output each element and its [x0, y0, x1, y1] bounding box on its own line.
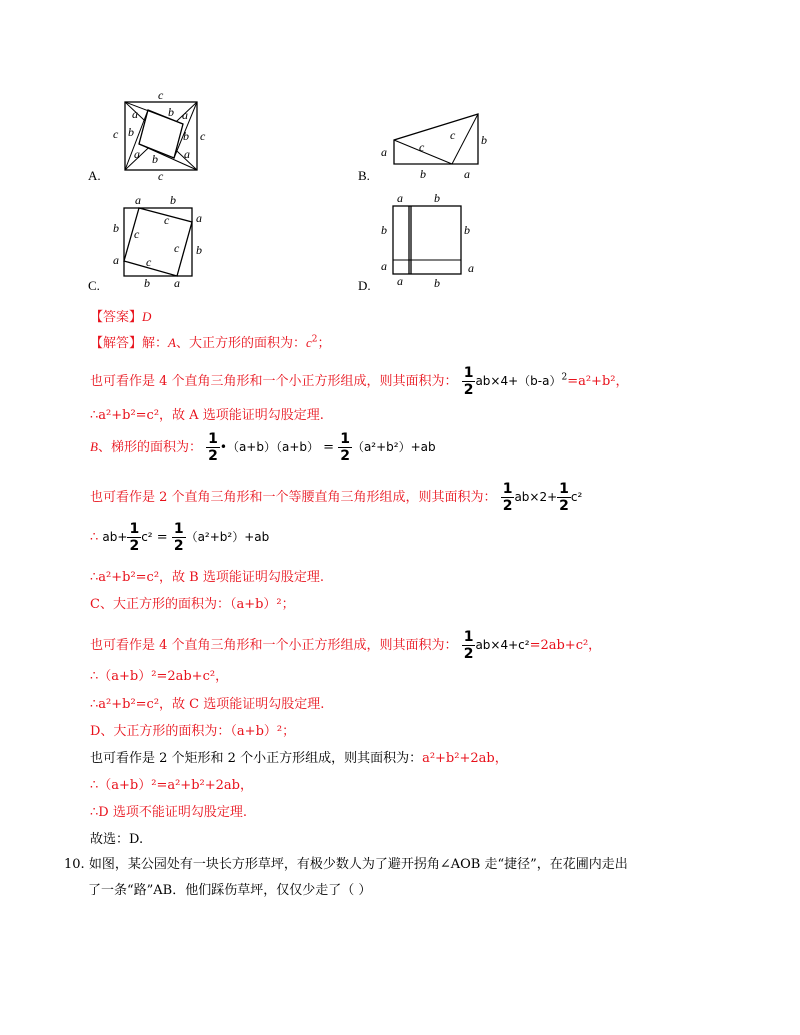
solution-c-conclusion: ∴a²+b²=c²，故 C 选项能证明勾股定理. — [90, 697, 325, 712]
svg-text:a: a — [381, 145, 387, 159]
figure-a — [108, 88, 218, 180]
solution-a-conclusion: ∴a²+b²=c²，故 A 选项能证明勾股定理. — [90, 408, 324, 423]
final-choice: 故选：D. — [90, 832, 144, 847]
svg-text:b: b — [113, 221, 119, 235]
answer-line: 【答案】D — [90, 309, 152, 325]
svg-text:a: a — [464, 167, 470, 181]
svg-text:a: a — [182, 108, 188, 122]
svg-text:c: c — [200, 129, 206, 143]
svg-text:c: c — [113, 127, 119, 141]
svg-text:c: c — [158, 88, 164, 102]
question-10-line1: 10. 如图，某公园处有一块长方形草坪，有极少数人为了避开拐角∠AOB 走“捷径”，在花圃内走出 — [64, 857, 628, 872]
svg-text:b: b — [128, 125, 134, 139]
solution-b-therefore: ∴ ab+ $\frac{1}{2}$ c² = $\frac{1}{2}$ （a²+b²）+ab — [90, 521, 270, 554]
svg-text:a: a — [196, 211, 202, 225]
figure-b — [374, 104, 494, 184]
svg-text:a: a — [174, 276, 180, 290]
solution-a-line: 【解答】解：A、大正方形的面积为：$c^2$； — [90, 334, 331, 351]
svg-text:c: c — [174, 241, 180, 255]
svg-text:c: c — [146, 255, 152, 269]
option-a-label: A. — [88, 168, 101, 183]
svg-text:b: b — [434, 192, 440, 205]
solution-c-alt: 也可看作是 4 个直角三角形和一个小正方形组成，则其面积为： $\frac{1}{2}$ ab×4+c²=2ab+c²， — [90, 629, 602, 662]
svg-text:c: c — [450, 128, 456, 142]
svg-text:a: a — [381, 259, 387, 273]
svg-text:b: b — [168, 105, 174, 119]
svg-text:a: a — [468, 261, 474, 275]
figure-d — [376, 192, 486, 290]
svg-text:a: a — [184, 147, 190, 161]
solution-d-big: D、大正方形的面积为：（a+b）²； — [90, 724, 296, 739]
solution-b-trap: B、梯形的面积为： $\frac{1}{2}$ •（a+b）（a+b） = $\frac{1}{2}$ （a²+b²）+ab — [90, 431, 436, 464]
svg-text:c: c — [134, 227, 140, 241]
solution-d-conclusion: ∴D 选项不能证明勾股定理. — [90, 805, 247, 820]
solution-a-alt: 也可看作是 4 个直角三角形和一个小正方形组成，则其面积为： $\frac{1}{2}$ $ab\times 4+(b-a)^2=a^2+b^2$， — [90, 365, 629, 398]
svg-text:b: b — [152, 152, 158, 166]
svg-text:c: c — [164, 213, 170, 227]
option-d-label: D. — [358, 278, 371, 293]
svg-text:b: b — [170, 193, 176, 207]
svg-text:a: a — [134, 147, 140, 161]
solution-c-big: C、大正方形的面积为：（a+b）²； — [90, 597, 295, 612]
svg-text:b: b — [196, 243, 202, 257]
svg-text:b: b — [481, 133, 487, 147]
svg-text:a: a — [397, 192, 403, 205]
solution-b-alt: 也可看作是 2 个直角三角形和一个等腰直角三角形组成，则其面积为： $\frac{1}{2}$ ab×2+ $\frac{1}{2}$ c² — [90, 481, 583, 514]
svg-text:a: a — [135, 193, 141, 207]
option-c-label: C. — [88, 278, 100, 293]
figure-c — [108, 192, 218, 290]
solution-b-conclusion: ∴a²+b²=c²，故 B 选项能证明勾股定理. — [90, 570, 324, 585]
svg-text:b: b — [381, 223, 387, 237]
svg-text:c: c — [419, 140, 425, 154]
solution-c-step: ∴（a+b）²=2ab+c²， — [90, 669, 229, 684]
svg-text:b: b — [464, 223, 470, 237]
svg-text:b: b — [183, 129, 189, 143]
solution-d-alt: 也可看作是 2 个矩形和 2 个小正方形组成，则其面积为：a²+b²+2ab， — [90, 751, 508, 766]
solution-d-step: ∴（a+b）²=a²+b²+2ab， — [90, 778, 253, 793]
svg-text:b: b — [420, 167, 426, 181]
svg-text:a: a — [397, 274, 403, 288]
svg-text:b: b — [144, 276, 150, 290]
question-10-line2: 了一条“路”AB．他们踩伤草坪，仅仅少走了（ ） — [88, 883, 372, 898]
svg-text:c: c — [158, 169, 164, 180]
svg-text:b: b — [434, 276, 440, 290]
svg-text:a: a — [113, 253, 119, 267]
option-b-label: B. — [358, 168, 370, 183]
svg-text:a: a — [132, 107, 138, 121]
